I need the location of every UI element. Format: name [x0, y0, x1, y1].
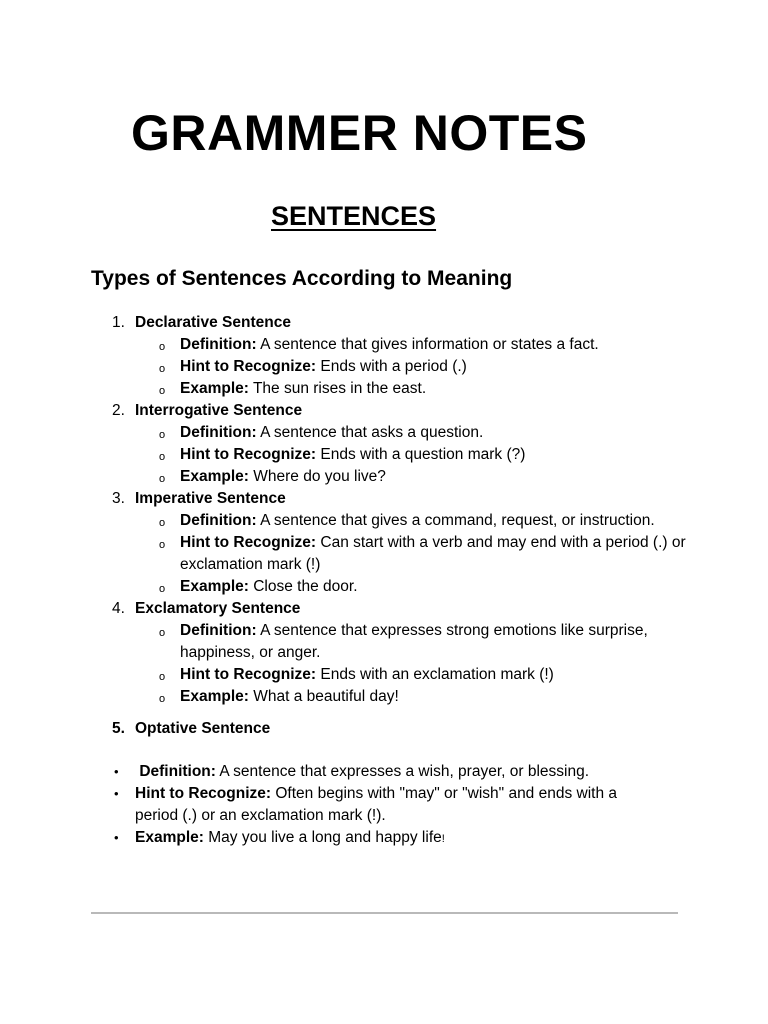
example-text: What a beautiful day!: [253, 688, 399, 705]
definition-text: A sentence that expresses strong emotions like surprise, happiness, or anger.: [180, 622, 648, 661]
example-label: Example:: [180, 578, 249, 595]
sentence-type-interrogative: [0, 400, 768, 422]
list-number: 2.: [112, 402, 125, 419]
hint-item: [0, 356, 768, 378]
definition-text: A sentence that gives a command, request, or instruction.: [260, 512, 655, 529]
example-item: [0, 466, 768, 488]
example-label: Example:: [180, 380, 249, 397]
list-number: 3.: [112, 490, 125, 507]
definition-label: Definition:: [180, 424, 257, 441]
circle-bullet-icon: o: [159, 671, 166, 683]
definition-item: [0, 334, 768, 356]
sentence-type-declarative: [0, 312, 768, 334]
definition-label: Definition:: [139, 763, 216, 780]
sentence-type-name: Declarative Sentence: [135, 314, 291, 331]
example-label: Example:: [180, 468, 249, 485]
example-text: The sun rises in the east.: [252, 380, 427, 397]
hint-label: Hint to Recognize:: [180, 358, 317, 375]
example-label: Example:: [135, 829, 204, 846]
hint-label: Hint to Recognize:: [135, 785, 272, 802]
definition-item: [0, 422, 768, 444]
hint-text: Often begins with "may" or "wish" and ends with a period (.) or an exclamation mark (!).: [135, 785, 618, 824]
example-text: Where do you live?: [253, 468, 386, 485]
hint-text: Ends with a question mark (?): [320, 446, 526, 463]
declarative-details: [0, 334, 768, 400]
hint-item: [0, 532, 768, 576]
circle-bullet-icon: o: [159, 539, 166, 551]
sentence-type-optative: [0, 718, 768, 740]
circle-bullet-icon: o: [159, 693, 166, 705]
sentence-type-name: Imperative Sentence: [135, 490, 286, 507]
example-item: [0, 576, 768, 598]
definition-text: A sentence that expresses a wish, prayer, or blessing.: [219, 763, 590, 780]
document-subtitle: SENTENCES: [271, 201, 437, 231]
bullet-dot-icon: •: [114, 786, 119, 801]
definition-text: A sentence that asks a question.: [260, 424, 484, 441]
definition-item: [0, 761, 768, 783]
imperative-details: [0, 510, 768, 598]
exclamatory-details: [0, 620, 768, 708]
horizontal-divider: [91, 912, 678, 914]
bullet-dot-icon: •: [114, 764, 119, 779]
interrogative-details: [0, 422, 768, 488]
definition-item: [0, 620, 768, 664]
hint-label: Hint to Recognize:: [180, 446, 317, 463]
hint-label: Hint to Recognize:: [180, 534, 317, 551]
sentence-type-name: Exclamatory Sentence: [135, 600, 301, 617]
definition-label: Definition:: [180, 622, 257, 639]
example-end-mark: !: [441, 833, 445, 845]
hint-text: Ends with a period (.): [320, 358, 467, 375]
hint-text: Ends with an exclamation mark (!): [320, 666, 554, 683]
document-title: GRAMMER NOTES: [131, 105, 588, 161]
example-item: [0, 686, 768, 708]
example-label: Example:: [180, 688, 249, 705]
circle-bullet-icon: o: [159, 341, 166, 353]
sentence-type-imperative: [0, 488, 768, 510]
sentence-type-exclamatory: [0, 598, 768, 620]
optative-details: [0, 761, 768, 850]
hint-item: [0, 783, 768, 827]
hint-item: [0, 444, 768, 466]
hint-text: Can start with a verb and may end with a period (.) or exclamation mark (!): [180, 534, 686, 573]
bullet-dot-icon: •: [114, 830, 119, 845]
definition-label: Definition:: [180, 512, 257, 529]
definition-text: A sentence that gives information or states a fact.: [260, 336, 599, 353]
sentence-type-name: Optative Sentence: [135, 720, 271, 737]
example-text: Close the door.: [253, 578, 358, 595]
hint-label: Hint to Recognize:: [180, 666, 317, 683]
sentence-types-list: [0, 312, 768, 850]
hint-item: [0, 664, 768, 686]
circle-bullet-icon: o: [159, 451, 166, 463]
example-item: [0, 827, 768, 850]
definition-item: [0, 510, 768, 532]
circle-bullet-icon: o: [159, 429, 166, 441]
section-heading: Types of Sentences According to Meaning: [91, 267, 513, 290]
list-number: 5.: [112, 720, 125, 737]
circle-bullet-icon: o: [159, 627, 166, 639]
list-number: 1.: [112, 314, 125, 331]
list-number: 4.: [112, 600, 125, 617]
example-item: [0, 378, 768, 400]
circle-bullet-icon: o: [159, 473, 166, 485]
sentence-type-name: Interrogative Sentence: [135, 402, 303, 419]
definition-label: Definition:: [180, 336, 257, 353]
circle-bullet-icon: o: [159, 363, 166, 375]
circle-bullet-icon: o: [159, 583, 166, 595]
circle-bullet-icon: o: [159, 385, 166, 397]
circle-bullet-icon: o: [159, 517, 166, 529]
example-text: May you live a long and happy life: [208, 829, 442, 846]
